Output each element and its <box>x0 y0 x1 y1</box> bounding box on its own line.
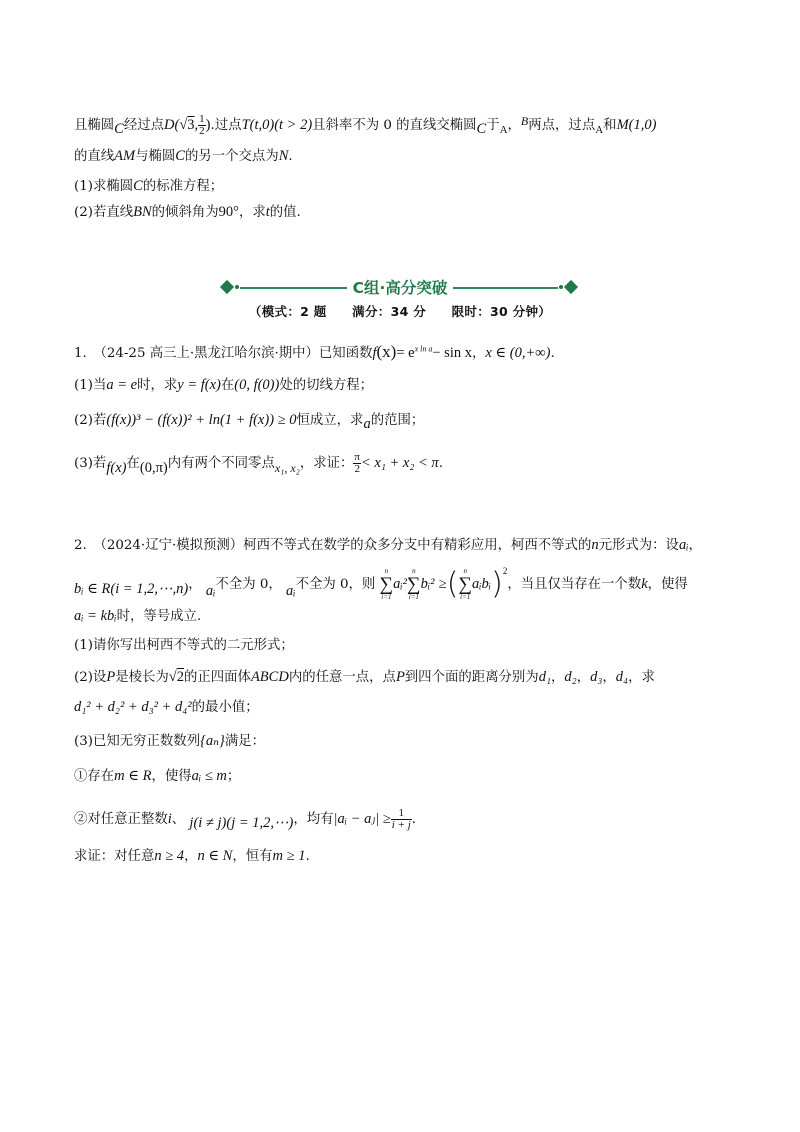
math-d3: d₃ <box>590 669 603 685</box>
text: ，均有 <box>293 812 334 827</box>
math-bi: aᵢ <box>286 583 296 599</box>
math-ai: aᵢ <box>678 537 689 553</box>
math-A: A <box>499 124 508 136</box>
sqrt-2: 2 <box>176 669 184 685</box>
text: 的标准方程； <box>142 179 224 194</box>
sum-bottom: i=1 <box>460 593 471 601</box>
sum-top: n <box>412 567 416 575</box>
text: 且斜率不为 0 的直线交椭圆 <box>312 118 477 133</box>
fraction-half <box>198 114 206 137</box>
text: (2)若 <box>74 413 107 428</box>
text: 、 <box>171 812 186 827</box>
p2-sub2-b <box>74 697 259 718</box>
text: 时，求 <box>137 378 178 393</box>
math-j-cond: j(i ≠ j)(j = 1,2,⋯) <box>189 815 294 831</box>
math-d1: d₁ <box>538 669 551 685</box>
text: ，使得 <box>151 769 192 784</box>
p2-sub3 <box>74 731 265 752</box>
text: ， <box>471 346 486 361</box>
text: 的最小值； <box>191 700 259 715</box>
math-ai-eq-kbi: aᵢ = kbᵢ <box>74 608 117 624</box>
text: 与椭圆 <box>135 149 176 164</box>
p2-sub2: (2)设P是棱长为√2的正四面体ABCD内的任意一点，点P到四个面的距离分别为d₁，d₂，d₃，d₄，求 <box>74 669 655 685</box>
sqrt-3: 3 <box>187 117 195 133</box>
section-title-text: C组·高分突破 <box>347 279 454 297</box>
math-bi-cond: bᵢ ∈ R(i = 1,2,⋯,n) <box>74 581 189 597</box>
text: . <box>411 812 417 827</box>
math-T: T(t,0)(t > 2) <box>241 117 313 133</box>
intro-line-2 <box>74 146 293 167</box>
math-m-geq-1: m ≥ 1 <box>272 848 306 864</box>
math-ai: aᵢ <box>205 583 216 599</box>
math-d2: d₂ <box>564 669 577 685</box>
math-an: {aₙ} <box>200 733 225 749</box>
text: (1)当 <box>74 378 107 393</box>
text: 的范围； <box>370 413 425 428</box>
text: (2)设 <box>74 670 107 685</box>
math-AM: AM <box>114 148 136 164</box>
sep: ， <box>576 670 591 685</box>
math-B: B <box>520 114 529 128</box>
math-i: i <box>167 811 172 827</box>
math-eq: = e <box>396 345 415 361</box>
sum-symbol: n ∑ i=1 <box>407 567 421 601</box>
math-90deg: 90° <box>218 204 239 220</box>
text: 元形式为：设 <box>598 538 679 553</box>
p1-sub2 <box>74 410 424 434</box>
math-fx: f(x) <box>106 460 127 476</box>
fraction-1-over-ij <box>391 808 412 831</box>
p2-statement-3 <box>74 606 201 627</box>
text: 在 <box>220 378 235 393</box>
num: 1 <box>199 113 205 125</box>
math-x: (x) <box>376 342 397 361</box>
math-ineq: < x₁ + x₂ < π <box>360 455 439 471</box>
math-M: M(1,0) <box>616 117 657 133</box>
sep: ， <box>551 670 565 685</box>
num: 1 <box>391 808 412 820</box>
math-D: D( <box>164 117 180 133</box>
sep: ， <box>602 670 616 685</box>
math-n-in-N: n ∈ N <box>197 848 233 864</box>
intro-q2 <box>74 202 301 223</box>
text: 是棱长为 <box>115 670 169 685</box>
paren: ) <box>205 117 211 133</box>
text: ，求 <box>628 670 655 685</box>
math-y-fx: y = f(x) <box>177 377 221 393</box>
text: ①存在 <box>74 769 115 784</box>
text: 的值. <box>269 205 301 220</box>
math-geq: ≥ <box>438 576 447 592</box>
text: 不全为 0，则 <box>295 577 376 592</box>
text: 2. （2024·辽宁·模拟预测）柯西不等式在数学的众多分支中有精彩应用，柯西不等式的 <box>74 538 592 553</box>
text: ， <box>507 118 521 133</box>
text: 时，等号成立. <box>116 609 202 624</box>
text: 求证：对任意 <box>74 849 155 864</box>
p2-statement-2: bᵢ ∈ R(i = 1,2,⋯,n)， aᵢ不全为 0， aᵢ不全为 0，则 n ∑ i=1 aᵢ² n ∑ i=1 bᵢ² ≥( n ∑ i=1 aᵢbᵢ)$^2$，当且仅当存在一个数k，使得 <box>74 566 688 602</box>
math-square: 2 <box>502 566 508 576</box>
sum-bottom: i=1 <box>381 593 392 601</box>
num: π <box>354 451 360 463</box>
text: 的倾斜角为 <box>151 205 219 220</box>
math-ai-leq-m: aᵢ ≤ m <box>191 768 227 784</box>
den: 2 <box>354 463 360 475</box>
text: ，求 <box>238 205 266 220</box>
text: 的正四面体 <box>184 670 251 685</box>
text: ， <box>688 538 702 553</box>
text: (1)求椭圆 <box>74 179 134 194</box>
text: .过点 <box>210 118 242 133</box>
text: (2)若直线 <box>74 205 134 220</box>
sum-top: n <box>463 567 467 575</box>
math-d4: d₄ <box>615 669 629 685</box>
text: . <box>550 346 555 361</box>
text: 1. （24-25 高三上·黑龙江哈尔滨·期中）已知函数 <box>74 346 373 361</box>
text: ，使得 <box>647 577 688 592</box>
p2-cond2 <box>74 808 416 833</box>
text: ； <box>226 769 241 784</box>
math-t: t <box>265 204 270 220</box>
p2-prove <box>74 846 310 867</box>
text: (3)已知无穷正数数列 <box>74 734 201 749</box>
p1-sub1 <box>74 375 373 396</box>
math-a-eq-e: a = e <box>106 377 138 393</box>
math-point: (0, f(0)) <box>234 377 280 393</box>
text: 不全为 0， <box>215 577 282 592</box>
section-title <box>0 276 800 298</box>
math-C: C <box>175 148 185 164</box>
text: 和 <box>603 118 617 133</box>
text: 在 <box>126 456 140 471</box>
text: 到四个面的距离分别为 <box>404 670 539 685</box>
intro-q1 <box>74 176 223 197</box>
text: . <box>438 456 443 471</box>
p1-statement <box>74 342 555 364</box>
text: ②对任意正整数 <box>74 812 168 827</box>
den: 2 <box>199 125 205 137</box>
math-A: A <box>595 124 604 136</box>
math-C: C <box>114 121 124 137</box>
text: 处的切线方程； <box>279 378 374 393</box>
text: ，当且仅当存在一个数 <box>507 577 642 592</box>
p2-sub1 <box>74 636 294 656</box>
text: . <box>288 149 293 164</box>
text: 于 <box>486 118 500 133</box>
sum-symbol: n ∑ i=1 <box>458 567 472 601</box>
math-BN: BN <box>133 204 152 220</box>
math-sum-d2: d₁² + d₂² + d₃² + d₄² <box>74 699 192 715</box>
math-N: N <box>278 148 289 164</box>
den: i + j <box>391 819 411 831</box>
p2-statement-1 <box>74 535 702 556</box>
text: ，恒有 <box>232 849 273 864</box>
text: 内有两个不同零点 <box>167 456 275 471</box>
math-b2: bᵢ² <box>420 576 435 592</box>
math-x1x2: x₁, x₂ <box>274 461 300 475</box>
math-domain: x ∈ (0,+∞) <box>485 345 551 361</box>
text: . <box>305 849 310 864</box>
math-ABCD: ABCD <box>250 669 289 685</box>
math-P: P <box>395 669 405 685</box>
math-n-geq-4: n ≥ 4 <box>154 848 185 864</box>
text: (3)若 <box>74 456 107 471</box>
math-C: C <box>476 121 487 137</box>
math-exp: x ln a <box>414 344 433 354</box>
math-P: P <box>106 669 116 685</box>
math-a: a <box>363 416 371 432</box>
text: 且椭圆 <box>74 118 115 133</box>
math-a2: aᵢ² <box>393 576 408 592</box>
sum-top: n <box>384 567 389 575</box>
math-k: k <box>641 576 648 592</box>
math-f: f <box>372 345 377 361</box>
math-sin: − sin x <box>432 345 472 361</box>
section-info: （模式：2 题 满分：34 分 限时：30 分钟） <box>248 304 552 319</box>
fraction-pi-2 <box>353 452 361 475</box>
text: (1)请你写出柯西不等式的二元形式； <box>74 638 294 653</box>
text: 恒成立，求 <box>296 413 364 428</box>
math-abs: |aᵢ − aⱼ| ≥ <box>333 811 391 827</box>
intro-line-1: 且椭圆C经过点D(√3, $\frac{1}{2}$ ).过点T(t,0)(t > 2)且斜率不为 0 的直线交椭圆C于$_A$，B两点，过点$_A$和M(1,0) <box>74 113 657 137</box>
math-m-in-R: m ∈ R <box>114 768 152 784</box>
math-n: n <box>591 537 599 553</box>
math-interval: (0,π) <box>139 460 168 476</box>
text: 内的任意一点，点 <box>288 670 396 685</box>
text: 的直线 <box>74 149 115 164</box>
text: ，求证： <box>299 456 354 471</box>
text: ， <box>188 577 202 592</box>
text: 两点，过点 <box>528 118 596 133</box>
text: 的另一个交点为 <box>184 149 279 164</box>
p1-sub3 <box>74 452 443 478</box>
text: 经过点 <box>123 118 165 133</box>
comma: , <box>194 117 199 133</box>
p2-cond1 <box>74 766 240 787</box>
math-ab: aᵢbᵢ <box>472 576 492 592</box>
math-inequality: (f(x))³ − (f(x))² + ln(1 + f(x)) ≥ 0 <box>106 412 297 428</box>
text: ， <box>184 849 198 864</box>
sum-bottom: i=1 <box>408 593 419 601</box>
sum-symbol: n ∑ i=1 <box>379 567 394 601</box>
math-C: C <box>133 178 143 194</box>
text: 满足： <box>224 734 265 749</box>
